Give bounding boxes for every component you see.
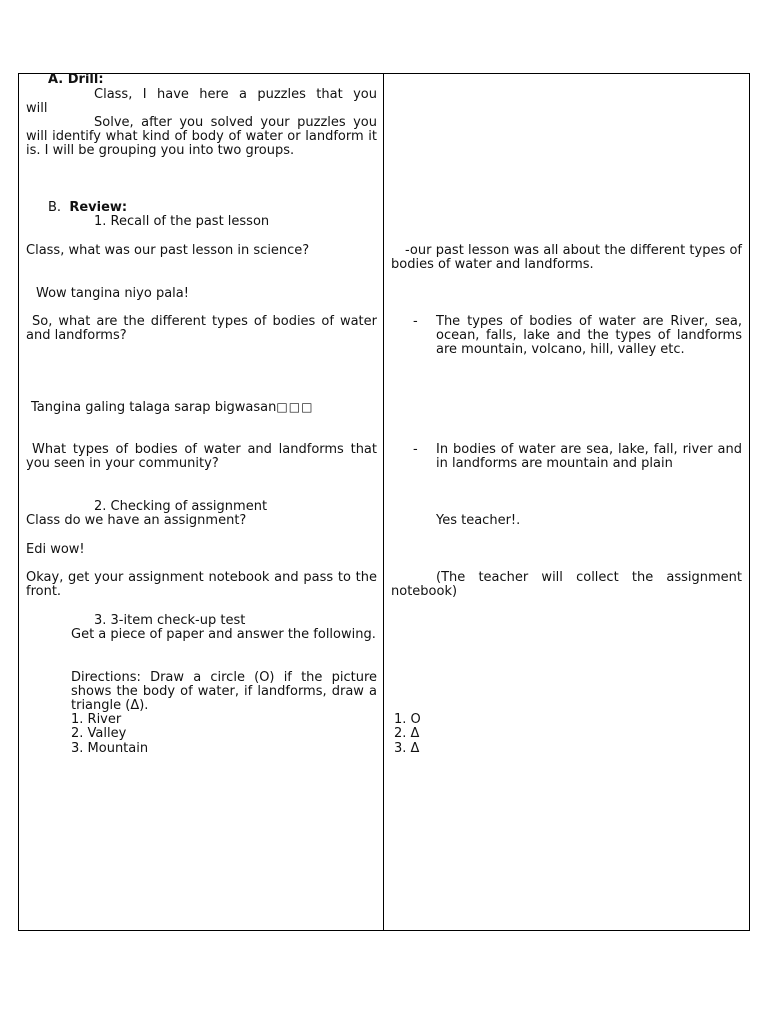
answer-past-lesson: -our past lesson was all about the different types of bodies of water and landforms. — [391, 243, 742, 273]
emoji-glyphs: □□□ — [276, 400, 314, 414]
bullet-dash: - — [413, 314, 418, 329]
question-types: So, what are the different types of bodies of water and landforms? — [26, 314, 377, 344]
question-assignment: Class do we have an assignment? — [26, 513, 247, 528]
instruction-paper: Get a piece of paper and answer the following. — [71, 627, 376, 642]
teacher-reaction-1: Wow tangina niyo pala! — [36, 286, 189, 301]
test-directions: Directions: Draw a circle (O) if the picture shows the body of water, if landforms, draw a triangle (Δ). — [71, 670, 377, 714]
column-divider — [383, 73, 384, 931]
question-past-lesson: Class, what was our past lesson in science? — [26, 243, 310, 258]
drill-heading: A. Drill: — [48, 72, 104, 87]
answer-notebook: (The teacher will collect the assignment notebook) — [391, 570, 742, 600]
answer-types: The types of bodies of water are River, sea, ocean, falls, lake and the types of landforms are mountain, volcano, hill, valley etc. — [436, 314, 742, 358]
drill-line-1: Class, I have here a puzzles that you — [94, 87, 377, 102]
review-item-3: 3. 3-item check-up test — [94, 613, 246, 628]
review-item-2: 2. Checking of assignment — [94, 499, 268, 514]
question-community: What types of bodies of water and landforms that you seen in your community? — [26, 442, 377, 472]
test-answer: 2. Δ — [394, 726, 420, 741]
test-item: 3. Mountain — [71, 741, 149, 756]
instruction-notebook: Okay, get your assignment notebook and pass to the front. — [26, 570, 377, 600]
drill-paragraph: Solve, after you solved your puzzles you will identify what kind of body of water or landform it is. I will be grouping you into two groups. — [26, 115, 377, 159]
drill-line-2: will — [26, 101, 48, 116]
test-answer: 3. Δ — [394, 741, 420, 756]
bullet-dash: - — [413, 442, 418, 457]
teacher-reaction-3: Edi wow! — [26, 542, 85, 557]
review-heading: B. Review: — [48, 200, 128, 215]
answer-assignment: Yes teacher!. — [436, 513, 521, 528]
teacher-reaction-2: Tangina galing talaga sarap bigwasan□□□ — [31, 400, 314, 415]
review-item-1: 1. Recall of the past lesson — [94, 214, 270, 229]
test-item: 1. River — [71, 712, 122, 727]
answer-community: In bodies of water are sea, lake, fall, river and in landforms are mountain and plain — [436, 442, 742, 472]
test-answer: 1. O — [394, 712, 421, 727]
test-item: 2. Valley — [71, 726, 127, 741]
